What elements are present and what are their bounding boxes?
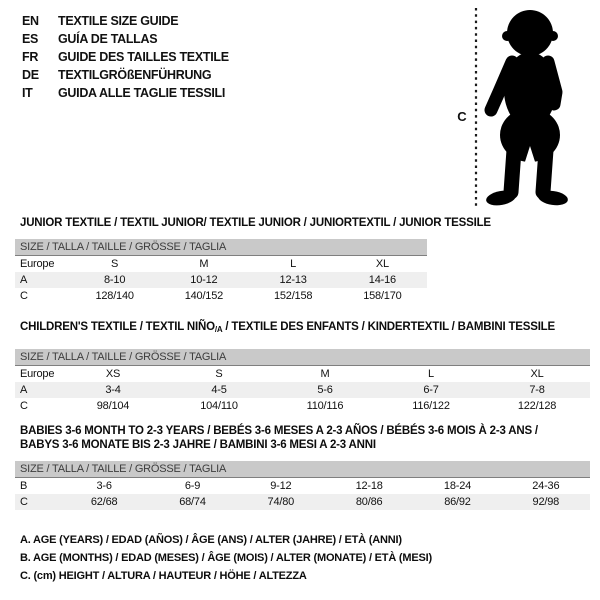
language-label: GUÍA DE TALLAS [58,32,158,46]
size-cell: 122/128 [517,400,557,412]
language-label: GUIDA ALLE TAGLIE TESSILI [58,86,226,100]
size-cell: M [199,258,209,270]
size-cell: 116/122 [412,400,450,412]
note-line: C. (cm) HEIGHT / ALTURA / HAUTEUR / HÖHE / ALTEZZA [20,570,307,582]
size-cell: 12-18 [355,480,383,492]
row-label: B [20,480,28,492]
height-marker-label: C [457,109,467,124]
language-list [22,12,229,102]
language-row [22,66,229,84]
table-row [15,272,427,288]
table-row [15,494,590,510]
size-cell: 152/158 [273,290,313,302]
language-code: FR [22,50,39,64]
row-label: Europe [20,258,55,270]
table-row [15,382,590,398]
size-cell: 4-5 [211,384,227,396]
size-cell: 74/80 [267,496,295,508]
language-label: TEXTILE SIZE GUIDE [58,14,179,28]
language-code: ES [22,32,39,46]
size-cell: 128/140 [95,290,134,302]
size-cell: 18-24 [443,480,472,492]
size-cell: 10-12 [190,274,218,286]
language-label: GUIDE DES TAILLES TEXTILE [58,50,229,64]
language-row [22,84,229,102]
size-cell: 6-7 [423,384,439,396]
size-cell: 140/152 [184,290,224,302]
table-title [20,424,590,452]
row-label: C [20,400,28,412]
size-cell: 24-36 [532,480,560,492]
size-cell: 86/92 [444,496,471,508]
babies-textile-table [15,424,590,510]
table-row [15,366,590,382]
size-cell: M [320,368,330,380]
table-title-part: BABYS 3-6 MONATE BIS 2-3 JAHRE / BAMBINI 3-6 MESI A 2-3 ANNI [20,439,376,451]
table-title [20,216,491,230]
size-cell: 12-13 [279,274,307,286]
table-row [15,478,590,494]
childrens-textile-table [15,320,590,414]
size-cell: 158/170 [363,290,402,302]
size-cell: S [215,368,223,380]
table-row [15,398,590,414]
row-label: C [20,290,28,302]
baby-figure [440,2,600,214]
baby-silhouette-graphic [440,2,600,214]
table-title-part: CHILDREN'S TEXTILE / TEXTIL NIÑO [20,321,215,333]
size-cell: S [111,258,119,270]
size-header-bar: SIZE / TALLA / TAILLE / GRÖSSE / TAGLIA [15,239,427,256]
table-title [20,320,590,337]
size-cell: 3-6 [96,480,112,492]
table-title-part: /A [214,325,223,334]
size-cell: XL [530,368,544,380]
language-row [22,48,229,66]
table-row [15,288,427,304]
size-cell: 9-12 [270,480,292,492]
size-cell: 8-10 [104,274,126,286]
row-label: Europe [20,368,55,380]
size-cell: XL [375,258,389,270]
size-header-bar: SIZE / TALLA / TAILLE / GRÖSSE / TAGLIA [15,349,590,366]
size-cell: 98/104 [96,400,130,412]
size-cell: 6-9 [184,480,201,492]
size-cell: 110/116 [306,400,344,412]
table-title-part: JUNIOR TEXTILE / TEXTIL JUNIOR/ TEXTILE JUNIOR / JUNIORTEXTIL / JUNIOR TESSILE [20,217,491,229]
size-cell: 7-8 [529,384,545,396]
size-cell: L [428,368,434,380]
baby-silhouette-icon [485,10,569,207]
row-label: A [20,274,28,286]
size-cell: L [290,258,297,270]
size-cell: 14-16 [368,274,396,286]
size-cell: 62/68 [90,496,118,508]
table-row [15,256,427,272]
language-code: DE [22,68,39,82]
size-cell: XS [105,368,121,380]
language-row [22,12,229,30]
size-cell: 3-4 [105,384,121,396]
language-code: EN [22,14,39,28]
size-cell: 104/110 [200,400,238,412]
size-header-bar: SIZE / TALLA / TAILLE / GRÖSSE / TAGLIA [15,461,590,478]
table-title-part: / TEXTILE DES ENFANTS / KINDERTEXTIL / BAMBINI TESSILE [222,321,555,333]
language-code: IT [22,86,33,100]
row-label: C [20,496,28,508]
size-cell: 5-6 [317,384,333,396]
row-label: A [20,384,28,396]
table-title-part: BABIES 3-6 MONTH TO 2-3 YEARS / BEBÉS 3-6 MESES A 2-3 AÑOS / BÉBÉS 3-6 MOIS À 2-3 ANS / [20,425,538,437]
legend-notes [20,531,432,585]
junior-textile-table [15,216,491,304]
size-cell: 92/98 [532,496,560,508]
size-cell: 68/74 [179,496,206,508]
size-cell: 80/86 [355,496,383,508]
note-line: A. AGE (YEARS) / EDAD (AÑOS) / ÂGE (ANS) / ALTER (JAHRE) / ETÀ (ANNI) [20,534,402,546]
language-row [22,30,229,48]
language-label: TEXTILGRÖßENFÜHRUNG [58,68,212,82]
note-line: B. AGE (MONTHS) / EDAD (MESES) / ÂGE (MOIS) / ALTER (MONATE) / ETÀ (MESI) [20,552,432,564]
